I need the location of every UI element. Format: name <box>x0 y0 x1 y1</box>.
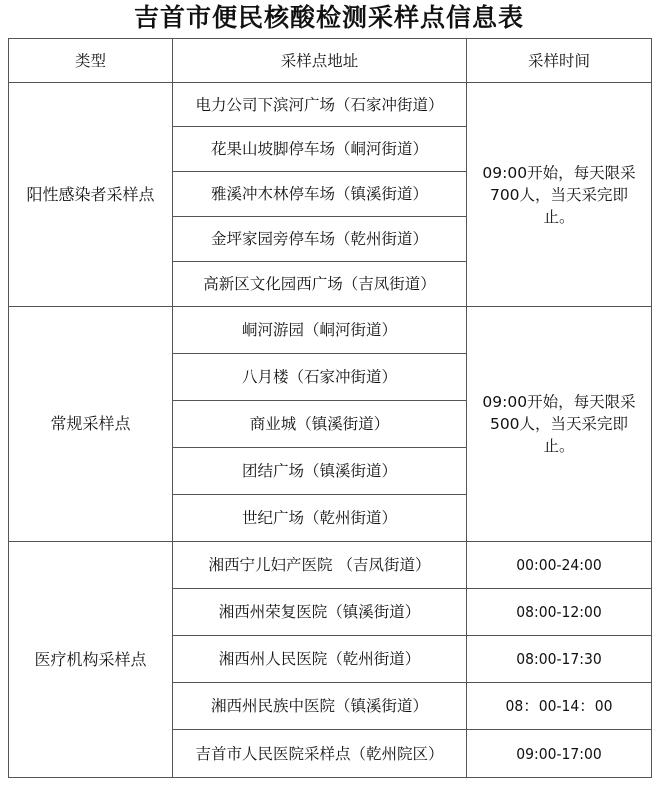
site-address: 金坪家园旁停车场（乾州街道） <box>173 217 467 262</box>
type-cell-medical: 医疗机构采样点 <box>9 542 173 778</box>
time-cell-positive: 09:00开始，每天限采700人，当天采完即止。 <box>467 83 652 307</box>
site-time: 08：00-14：00 <box>467 683 652 730</box>
table-row <box>9 83 652 127</box>
site-time: 08:00-12:00 <box>467 589 652 636</box>
page-title: 吉首市便民核酸检测采样点信息表 <box>133 3 524 32</box>
site-address: 湘西州荣复医院（镇溪街道） <box>173 589 467 636</box>
time-cell-regular: 09:00开始，每天限采500人，当天采完即止。 <box>467 307 652 542</box>
site-address: 峒河游园（峒河街道） <box>173 307 467 354</box>
site-address: 电力公司下滨河广场（石家冲街道） <box>173 83 467 127</box>
header-type: 类型 <box>9 39 173 83</box>
table-row <box>9 542 652 589</box>
site-address: 高新区文化园西广场（吉凤街道） <box>173 262 467 307</box>
type-cell-regular: 常规采样点 <box>9 307 173 542</box>
table-header-row <box>9 39 652 83</box>
site-address: 雅溪冲木林停车场（镇溪街道） <box>173 172 467 217</box>
site-address: 湘西宁儿妇产医院 （吉凤街道） <box>173 542 467 589</box>
site-time: 00:00-24:00 <box>467 542 652 589</box>
site-address: 世纪广场（乾州街道） <box>173 495 467 542</box>
site-address: 商业城（镇溪街道） <box>173 401 467 448</box>
site-time: 09:00-17:00 <box>467 730 652 778</box>
site-time: 08:00-17:30 <box>467 636 652 683</box>
type-cell-positive: 阳性感染者采样点 <box>9 83 173 307</box>
site-address: 花果山坡脚停车场（峒河街道） <box>173 127 467 172</box>
header-time: 采样时间 <box>467 39 652 83</box>
site-address: 湘西州民族中医院（镇溪街道） <box>173 683 467 730</box>
site-address: 吉首市人民医院采样点（乾州院区） <box>173 730 467 778</box>
site-address: 八月楼（石家冲街道） <box>173 354 467 401</box>
sampling-sites-table <box>8 38 652 778</box>
site-address: 团结广场（镇溪街道） <box>173 448 467 495</box>
site-address: 湘西州人民医院（乾州街道） <box>173 636 467 683</box>
table-row <box>9 307 652 354</box>
header-address: 采样点地址 <box>173 39 467 83</box>
